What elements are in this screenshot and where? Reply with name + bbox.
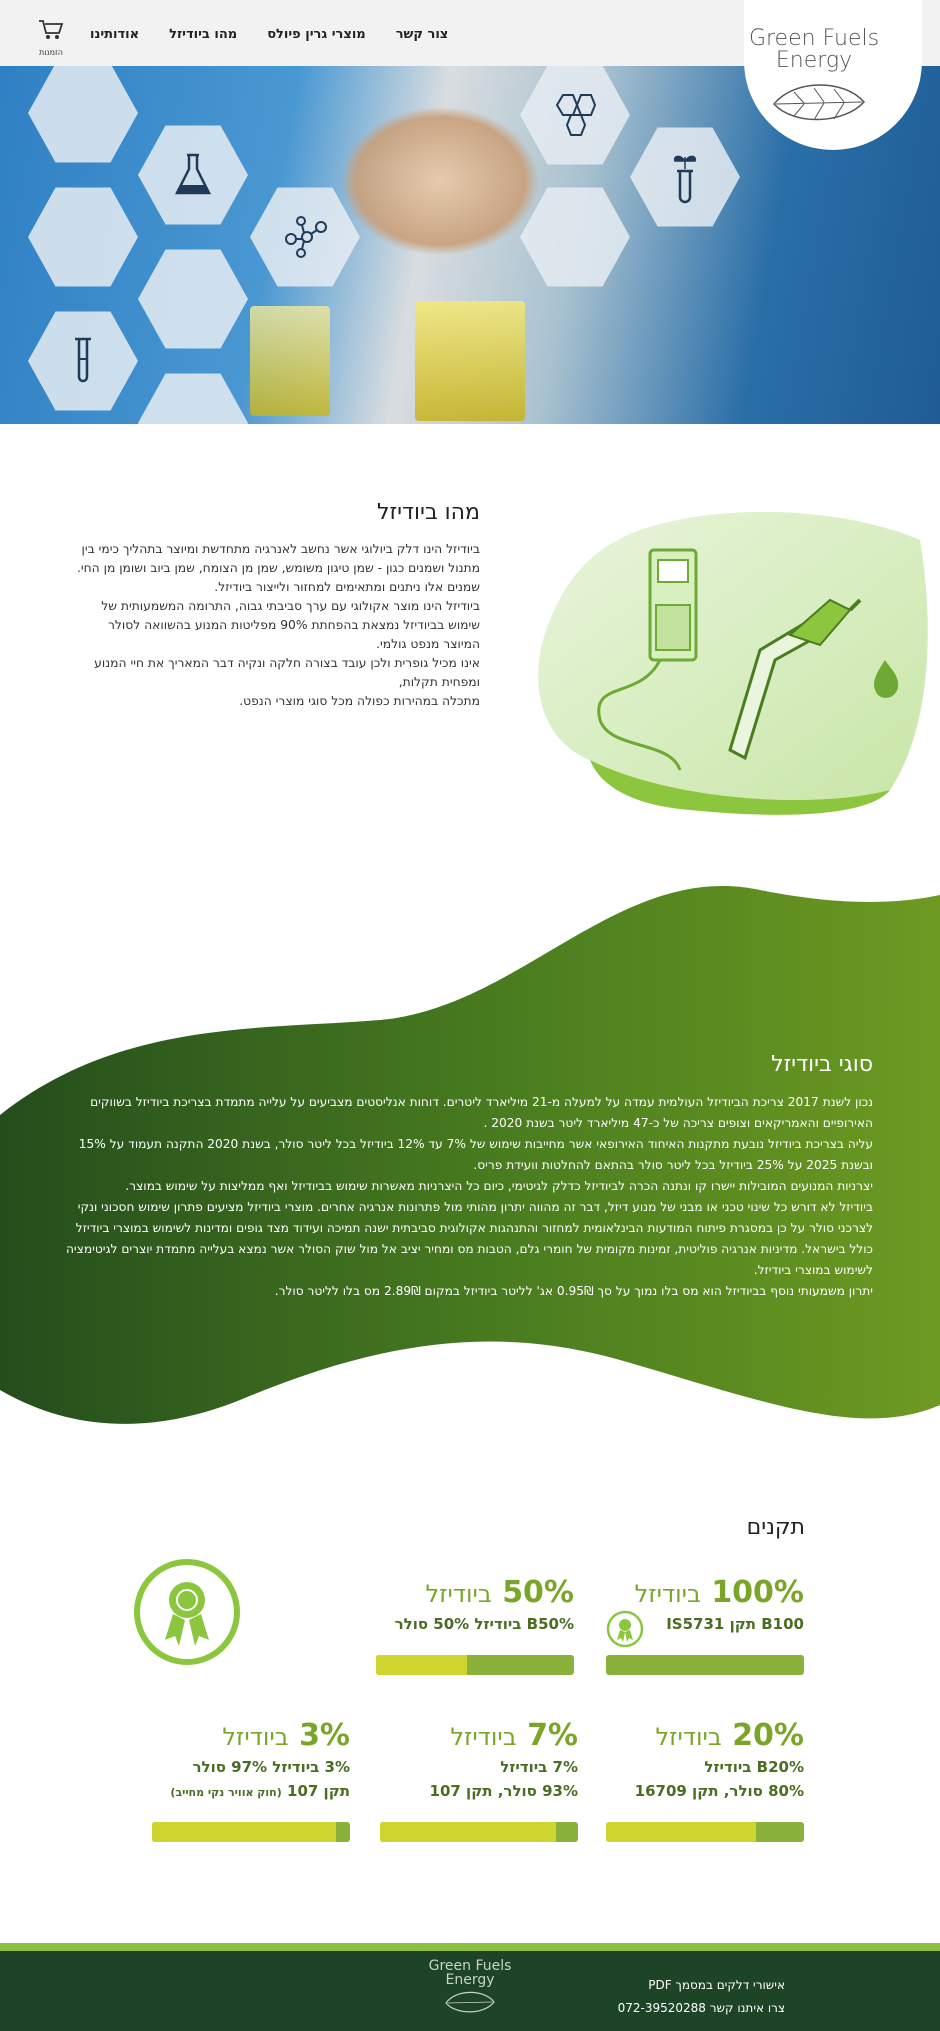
hex-tile — [28, 306, 138, 416]
types-title: סוגי ביודיזל — [771, 1052, 873, 1077]
standard-word: ביודיזל — [450, 1723, 517, 1751]
fuel-pump-illustration — [530, 510, 940, 820]
about-paragraph: מתכלה במהירות כפולה מכל סוגי מוצרי הנפט. — [239, 694, 480, 708]
award-small-icon — [606, 1610, 644, 1648]
cart-icon — [37, 18, 65, 42]
test-tube-icon — [55, 333, 111, 389]
standard-word: ביודיזל — [222, 1723, 289, 1751]
hex-tile — [138, 244, 248, 354]
plant-tube-icon — [657, 149, 713, 205]
footer-logo-line2: Energy — [445, 1972, 495, 1988]
progress-bar — [152, 1822, 350, 1842]
leaf-logo-icon — [440, 1987, 500, 2017]
progress-bar — [380, 1822, 578, 1842]
standard-word: ביודיזל — [634, 1580, 701, 1608]
cart-label: הזמנות — [38, 48, 64, 57]
types-paragraph: עליה בצריכת ביודיזל נובעת מתקנות האיחוד האירופאי אשר מחייבות שימוש של 7% עד 12% ביודיזל בכל ליטר סולר, בשנת 2020 התקנה תעמוד על 15% ובשנת 2025 על 25% ביודיזל בכל ליטר סולר בהתאם להחלטות וועידת פריס. — [78, 1137, 873, 1172]
standard-word: ביודיזל — [425, 1580, 492, 1608]
hex-tile — [138, 120, 248, 230]
progress-fill — [606, 1822, 756, 1842]
nav-link-contact[interactable]: צור קשר — [395, 27, 449, 42]
progress-fill — [152, 1822, 336, 1842]
nav-link-products[interactable]: מוצרי גרין פיולס — [267, 27, 366, 42]
standard-card — [376, 1575, 574, 1636]
progress-bar — [606, 1655, 804, 1675]
footer — [0, 1951, 940, 2031]
about-paragraph: ביודיזל הינו מוצר אקולוגי עם ערך סביבתי גבוה, התרומה המשמעותית של שימוש בביודיזל נמצאת בהפחתת 90% מפליטות המנוע בהשוואה לסולר המיוצר מנפט גולמי. — [101, 599, 480, 651]
footer-contact[interactable]: צרו איתנו קשר 072-39520288 — [617, 2001, 785, 2015]
types-text — [53, 1092, 873, 1302]
footer-logo[interactable] — [425, 1959, 515, 2020]
standard-line: B50% ביודיזל 50% סולר — [394, 1615, 574, 1633]
standard-line: 93% סולר, תקן 107 — [429, 1782, 578, 1800]
footer-pdf-link[interactable]: אישורי דלקים במסמך PDF — [648, 1978, 785, 1992]
flask-icon — [165, 147, 221, 203]
standard-line: תקן 107 — [287, 1782, 350, 1800]
about-title: מהו ביודיזל — [377, 500, 480, 525]
progress-fill — [380, 1822, 556, 1842]
nav-link-what-is-biodiesel[interactable]: מהו ביודיזל — [169, 27, 238, 42]
standard-note: (חוק אוויר נקי מחייב) — [170, 1786, 282, 1799]
standard-percent: 100% — [711, 1575, 804, 1610]
leaf-logo-icon — [764, 74, 874, 132]
honeycomb-icon — [547, 87, 603, 143]
standard-line: B20% ביודיזל — [704, 1758, 804, 1776]
logo-line2: Energy — [775, 48, 853, 73]
cart-button[interactable] — [34, 18, 68, 57]
molecule-icon — [277, 209, 333, 265]
standard-line: B100 תקן IS5731 — [666, 1615, 804, 1633]
standard-card — [152, 1718, 350, 1805]
standard-word: ביודיזל — [655, 1723, 722, 1751]
about-text — [75, 540, 480, 711]
about-paragraph: ביודיזל הינו דלק ביולוגי אשר נחשב לאנרגיה מתחדשת ומיוצר בתהליך כימי בין מתנול ושמנים כגון - שמן טיגון משומש, שמן מן הצומח, שמן ביוב ושומן מן החי. שמנים אלו ניתנים ומתאימים למחזור ולייצור ביודיזל. — [76, 542, 480, 594]
footer-divider — [0, 1943, 940, 1951]
standard-card — [606, 1718, 804, 1803]
standard-percent: 7% — [527, 1718, 578, 1753]
standard-percent: 50% — [502, 1575, 574, 1610]
standard-line: 80% סולר, תקן 16709 — [634, 1782, 804, 1800]
types-paragraph: יצרניות המנועים המובילות יישרו קו ונתנה הכרה לביודיזל כדלק לגיטימי, כיום כל היצרניות מאשרות שימוש בביודיזל ואף ממליצות על שימוש במוצר. — [125, 1179, 873, 1193]
standard-percent: 20% — [732, 1718, 804, 1753]
types-paragraph: נכון לשנת 2017 צריכת הביודיזל העולמית עמדה על למעלה מ-21 מיליארד ליטרים. דוחות אנליסטים מצביעים על עלייה מתמדת בצריכת ביודיזל בשווקים האירופיים והאמריקאים וצופים צריכה של כ-47 מיליארד ליטר בשנת 2020 . — [90, 1095, 873, 1130]
footer-logo-line1: Green Fuels — [428, 1958, 512, 1974]
nav-links — [90, 27, 448, 42]
standard-line: 7% ביודיזל — [500, 1758, 578, 1776]
progress-bar — [606, 1822, 804, 1842]
hex-tile — [28, 182, 138, 292]
types-paragraph: ביודיזל לא דורש כל שינוי טכני או מבני של מנוע דיזל, דבר זה מהווה יתרון מהותי מול פתרונות אנרגיה אחרים. מוצרי ביודיזל מציעים פתרון שימוש חסכוני ונקי לצרכני סולר על כן במסגרת פיתוח המודעות הבינלאומית למחזור והתנהגות אקולוגית סביבתית ישנה תמיכה ועידוד מצד גופים ומדינות לשימוש במוצרי ביודיזל כולל בישראל. מדיניות אנרגיה פוליטית, זמינות מקומית של חומרי גלם, הטבות מס ומחיר יציב אל מול שוק הסולר אשר נמצא בעלייה מתמדת יוצרים לגיטימציה לשימוש במוצרי ביודיזל. — [65, 1200, 873, 1277]
standards-title: תקנים — [746, 1515, 805, 1540]
standard-line: 3% ביודיזל 97% סולר — [192, 1758, 350, 1776]
about-paragraph: אינו מכיל גופרית ולכן עובד בצורה חלקה ונקיה דבר המאריך את חיי המנוע ומפחית תקלות, — [94, 656, 480, 689]
nav-link-about[interactable]: אודותינו — [90, 27, 140, 42]
hex-tile — [630, 122, 740, 232]
standard-percent: 3% — [299, 1718, 350, 1753]
types-paragraph: יתרון משמעותי נוסף בביודיזל הוא מס בלו נמוך על סך 0.95₪ אג' לליטר ביודיזל במקום 2.89₪ מס בלו לליטר סולר. — [274, 1284, 873, 1298]
standard-card — [380, 1718, 578, 1803]
progress-fill — [376, 1655, 467, 1675]
logo-line1: Green Fuels — [748, 26, 880, 51]
award-badge-icon — [133, 1558, 241, 1666]
progress-bar — [376, 1655, 574, 1675]
hex-tile — [138, 368, 248, 424]
hex-tile — [28, 66, 138, 168]
